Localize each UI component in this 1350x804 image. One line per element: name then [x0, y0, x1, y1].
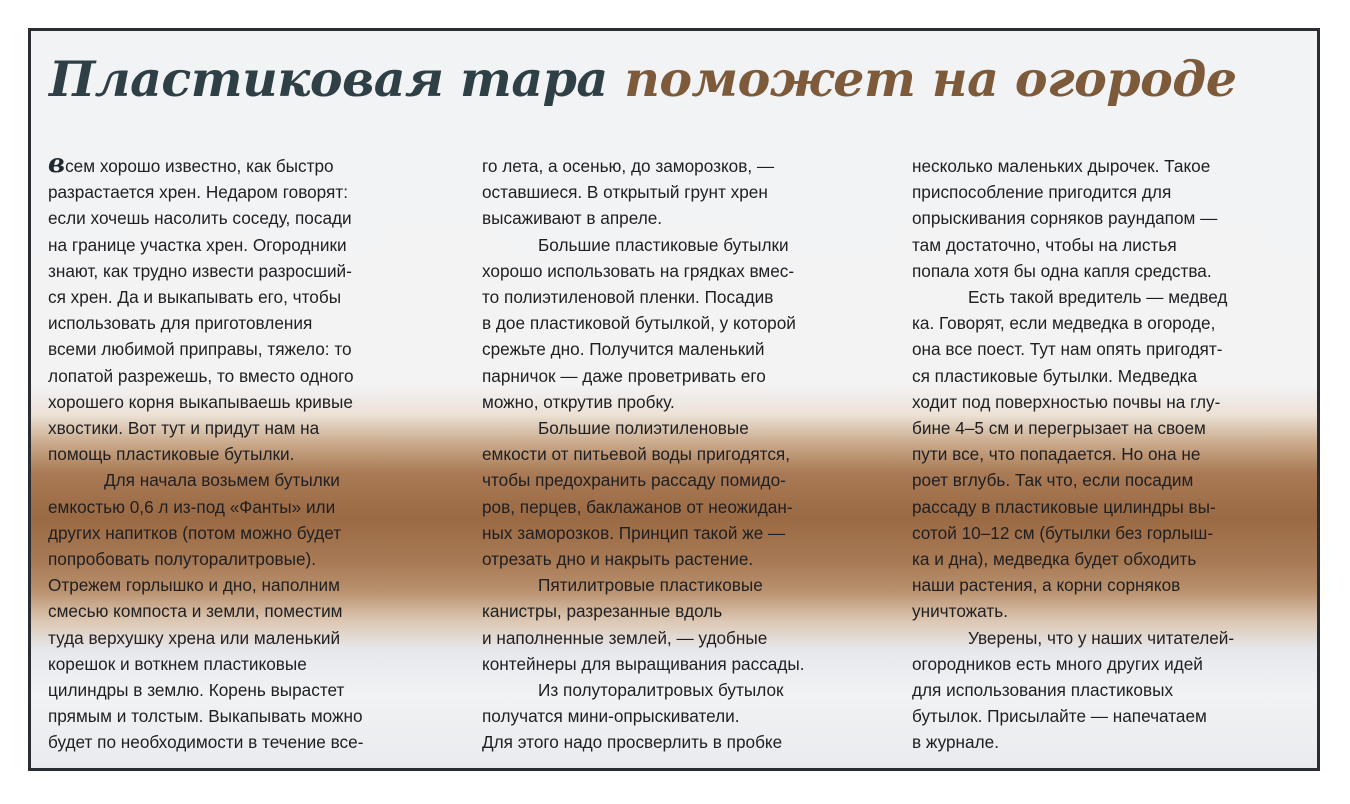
- text-line: Для этого надо просверлить в пробке: [482, 732, 783, 753]
- text-line: срежьте дно. Получится маленький: [482, 339, 765, 360]
- text-line: Для начала возьмем бутылки: [104, 470, 340, 491]
- text-line: будет по необходимости в течение все-: [48, 732, 364, 753]
- text-line: Большие пластиковые бутылки: [538, 234, 789, 255]
- text-line: ка и дна), медведка будет обходить: [912, 549, 1197, 570]
- text-line: бине 4–5 см и перегрызает на своем: [912, 418, 1206, 439]
- drop-cap: в: [48, 149, 66, 179]
- text-line: можно, открутив пробку.: [482, 391, 675, 412]
- text-line: Пятилитровые пластиковые: [538, 575, 763, 596]
- text-line: на границе участка хрен. Огородники: [48, 234, 347, 255]
- text-line: несколько маленьких дырочек. Такое: [912, 156, 1211, 176]
- text-line: Большие полиэтиленовые: [538, 418, 749, 439]
- text-line: высаживают в апреле.: [482, 208, 663, 229]
- text-line: туда верхушку хрена или маленький: [48, 627, 341, 648]
- text-line: хорошо использовать на грядках вмес-: [482, 260, 795, 281]
- headline-part-2: поможет на огороде: [624, 50, 1237, 108]
- text-column-2: [482, 153, 805, 756]
- text-line: уничтожать.: [912, 601, 1008, 622]
- text-line: роет вглубь. Так что, если посадим: [912, 470, 1194, 491]
- text-line: приспособление пригодится для: [912, 182, 1172, 203]
- text-line: попробовать полуторалитровые).: [48, 549, 317, 570]
- text-line: она все поест. Тут нам опять пригодят-: [912, 339, 1223, 360]
- text-line: прямым и толстым. Выкапывать можно: [48, 706, 363, 727]
- text-line: парничок — даже проветривать его: [482, 365, 766, 386]
- text-line: ров, перцев, баклажанов от неожидан-: [482, 496, 793, 517]
- text-line: попала хотя бы одна капля средства.: [912, 260, 1212, 281]
- text-line: емкости от питьевой воды пригодятся,: [482, 444, 790, 465]
- text-line: ся хрен. Да и выкапывать его, чтобы: [48, 287, 342, 308]
- text-line: смесью компоста и земли, поместим: [48, 601, 343, 622]
- article-frame: [28, 28, 1320, 771]
- text-line: отрезать дно и накрыть растение.: [482, 549, 754, 570]
- text-line: наши растения, а корни сорняков: [912, 575, 1181, 596]
- text-line: оставшиеся. В открытый грунт хрен: [482, 182, 768, 203]
- text-line: хорошего корня выкапываешь кривые: [48, 391, 353, 412]
- text-line: рассаду в пластиковые цилиндры вы-: [912, 496, 1216, 517]
- text-line: го лета, а осенью, до заморозков, —: [482, 156, 775, 176]
- text-line: корешок и воткнем пластиковые: [48, 653, 307, 674]
- text-line: сотой 10–12 см (бутылки без горлыш-: [912, 522, 1214, 543]
- headline-part-1: Пластиковая тара: [49, 50, 608, 108]
- text-line: огородников есть много других идей: [912, 653, 1203, 674]
- text-line: использовать для приготовления: [48, 313, 313, 334]
- text-line: то полиэтиленовой пленки. Посадив: [482, 287, 774, 308]
- text-column-3: [912, 153, 1234, 756]
- text-line: Отрежем горлышко и дно, наполним: [48, 575, 340, 596]
- text-line: Из полуторалитровых бутылок: [538, 680, 784, 701]
- text-line: знают, как трудно извести разросший-: [48, 260, 352, 281]
- text-line: и наполненные землей, — удобные: [482, 627, 768, 648]
- text-line-content: сем хорошо известно, как быстро: [65, 156, 334, 176]
- text-line: [48, 149, 363, 179]
- text-line: бутылок. Присылайте — напечатаем: [912, 706, 1207, 727]
- text-line: ходит под поверхностью почвы на глу-: [912, 391, 1221, 412]
- text-line: контейнеры для выращивания рассады.: [482, 653, 805, 674]
- text-line: канистры, разрезанные вдоль: [482, 601, 723, 622]
- text-line: опрыскивания сорняков раундапом —: [912, 208, 1218, 229]
- text-line: ка. Говорят, если медведка в огороде,: [912, 313, 1216, 334]
- text-line: Уверены, что у наших читателей-: [968, 627, 1235, 648]
- text-line: в дое пластиковой бутылкой, у которой: [482, 313, 796, 334]
- text-column-1: [48, 149, 364, 756]
- text-line: для использования пластиковых: [912, 680, 1174, 701]
- text-line: ных заморозков. Принцип такой же —: [482, 522, 786, 543]
- text-line: других напитков (потом можно будет: [48, 522, 342, 543]
- text-line: ся пластиковые бутылки. Медведка: [912, 365, 1198, 386]
- text-line: в журнале.: [912, 732, 999, 753]
- text-line: хвостики. Вот тут и придут нам на: [48, 418, 320, 439]
- article-headline: [49, 39, 1237, 119]
- text-line: Есть такой вредитель — медвед: [968, 287, 1228, 308]
- text-line: разрастается хрен. Недаром говорят:: [48, 182, 349, 203]
- text-line: получатся мини-опрыскиватели.: [482, 706, 740, 727]
- text-line: помощь пластиковые бутылки.: [48, 444, 295, 465]
- text-line: там достаточно, чтобы на листья: [912, 234, 1177, 255]
- text-line: емкостью 0,6 л из-под «Фанты» или: [48, 496, 336, 517]
- text-line: чтобы предохранить рассаду помидо-: [482, 470, 786, 491]
- text-line: пути все, что попадается. Но она не: [912, 444, 1201, 465]
- text-line: если хочешь насолить соседу, посади: [48, 208, 352, 229]
- text-line: лопатой разрежешь, то вместо одного: [48, 365, 354, 386]
- text-line: цилиндры в землю. Корень вырастет: [48, 680, 345, 701]
- text-line: всеми любимой приправы, тяжело: то: [48, 339, 352, 360]
